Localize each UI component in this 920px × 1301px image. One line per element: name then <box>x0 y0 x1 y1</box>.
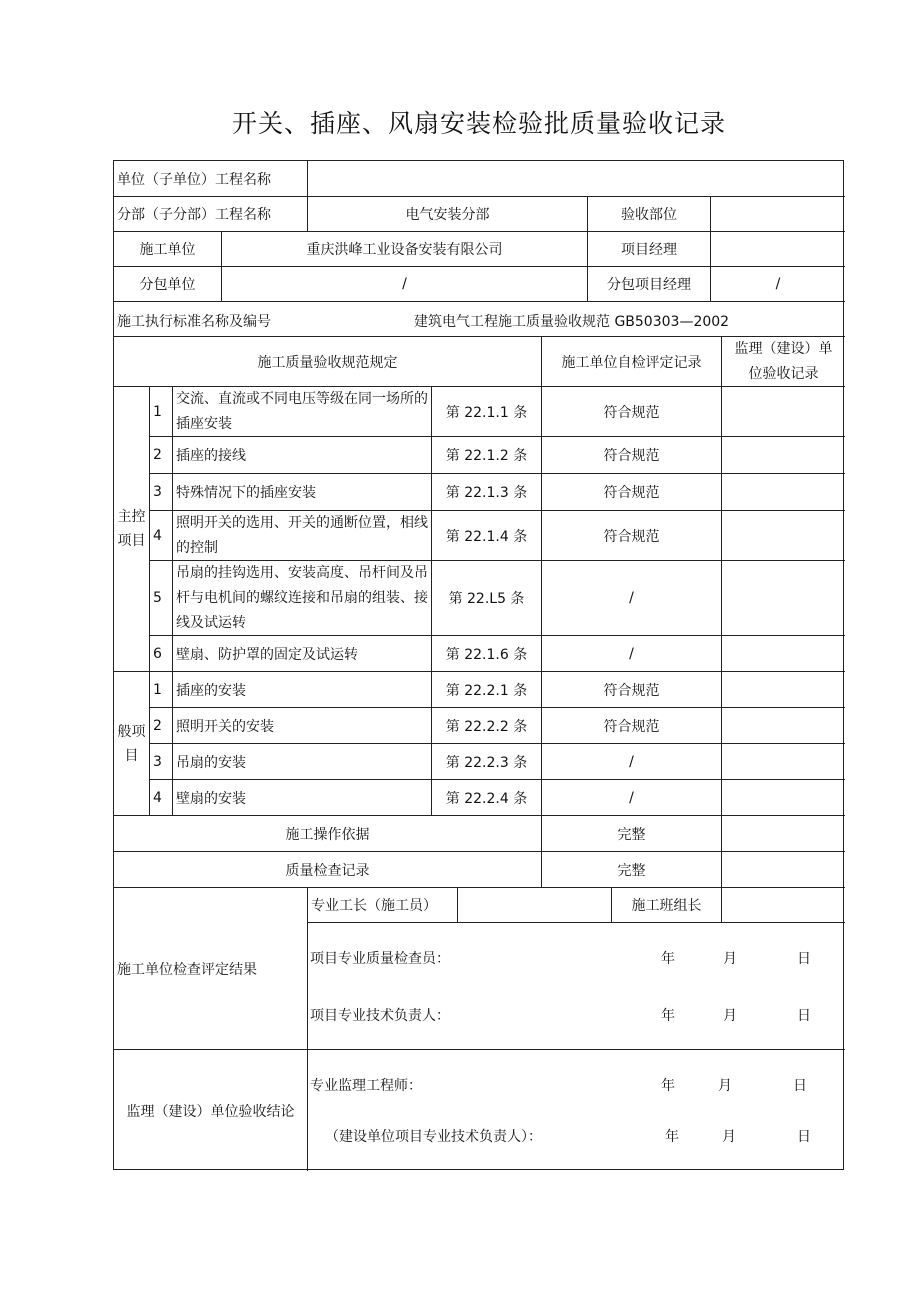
pm-label: 项目经理 <box>587 231 710 266</box>
unit-name-label: 单位（子单位）工程名称 <box>117 171 271 188</box>
main-row-1-result[interactable]: 符合规范 <box>541 386 721 436</box>
supervisor-column-header: 监理（建设）单位验收记录 <box>721 336 845 386</box>
construct-sign-area[interactable] <box>307 922 845 1049</box>
main-row-2-result[interactable]: 符合规范 <box>541 436 721 473</box>
quality-record-label: 质量检查记录 <box>114 851 541 887</box>
unit-name-field[interactable] <box>307 161 845 196</box>
engineer-year: 年 <box>661 1078 675 1094</box>
spec-column-header: 施工质量验收规范规定 <box>114 336 541 386</box>
construct-unit-field[interactable]: 重庆洪峰工业设备安装有限公司 <box>221 231 587 266</box>
general-row-3-supervisor[interactable] <box>721 743 845 779</box>
quality-record-value[interactable]: 完整 <box>541 851 721 887</box>
general-row-2-result[interactable]: 符合规范 <box>541 707 721 743</box>
sub-pm-label: 分包项目经理 <box>587 266 710 301</box>
general-row-4-desc: 壁扇的安装 <box>172 779 431 815</box>
inspector-year: 年 <box>661 951 675 967</box>
general-row-3-no: 3 <box>149 743 172 779</box>
tech-lead-label: 项目专业技术负责人： <box>310 1008 450 1024</box>
general-row-4-supervisor[interactable] <box>721 779 845 815</box>
main-row-6-no: 6 <box>149 635 172 671</box>
inspector-month: 月 <box>723 951 737 967</box>
main-row-2-no: 2 <box>149 436 172 473</box>
sub-unit-field[interactable]: / <box>221 266 587 301</box>
owner-year: 年 <box>665 1129 679 1145</box>
general-row-4-no: 4 <box>149 779 172 815</box>
quality-record-supervisor[interactable] <box>721 851 845 887</box>
main-row-1-desc: 交流、直流或不同电压等级在同一场所的插座安装 <box>172 386 431 436</box>
general-row-2-supervisor[interactable] <box>721 707 845 743</box>
main-row-4-clause: 第 22.1.4 条 <box>431 510 541 560</box>
tech-lead-month: 月 <box>723 1008 737 1024</box>
basis-supervisor[interactable] <box>721 815 845 851</box>
general-row-1-result[interactable]: 符合规范 <box>541 671 721 707</box>
main-row-6-supervisor[interactable] <box>721 635 845 671</box>
general-row-3-clause: 第 22.2.3 条 <box>431 743 541 779</box>
construct-eval-label: 施工单位检查评定结果 <box>114 887 307 1049</box>
main-row-5-result[interactable]: / <box>541 560 721 635</box>
main-row-3-desc: 特殊情况下的插座安装 <box>172 473 431 510</box>
foreman-field[interactable] <box>457 887 611 922</box>
general-row-1-supervisor[interactable] <box>721 671 845 707</box>
standard-label: 施工执行标准名称及编号 <box>117 314 271 330</box>
inspection-form <box>113 160 844 1170</box>
general-row-2-desc: 照明开关的安装 <box>172 707 431 743</box>
general-row-3-desc: 吊扇的安装 <box>172 743 431 779</box>
main-row-2-desc: 插座的接线 <box>172 436 431 473</box>
general-row-2-clause: 第 22.2.2 条 <box>431 707 541 743</box>
main-row-6-clause: 第 22.1.6 条 <box>431 635 541 671</box>
main-row-3-supervisor[interactable] <box>721 473 845 510</box>
main-row-2-clause: 第 22.1.2 条 <box>431 436 541 473</box>
general-row-1-clause: 第 22.2.1 条 <box>431 671 541 707</box>
page-title: 开关、插座、风扇安装检验批质量验收记录 <box>231 109 726 138</box>
main-row-4-desc: 照明开关的选用、开关的通断位置，相线的控制 <box>172 510 431 560</box>
self-check-column-header: 施工单位自检评定记录 <box>541 336 721 386</box>
accept-part-field[interactable] <box>710 196 845 231</box>
main-row-6-desc: 壁扇、防护罩的固定及试运转 <box>172 635 431 671</box>
main-row-5-supervisor[interactable] <box>721 560 845 635</box>
tech-lead-year: 年 <box>661 1008 675 1024</box>
general-row-4-clause: 第 22.2.4 条 <box>431 779 541 815</box>
engineer-day: 日 <box>793 1078 807 1094</box>
accept-part-label: 验收部位 <box>587 196 710 231</box>
sub-pm-field[interactable]: / <box>710 266 845 301</box>
sub-unit-label: 分包单位 <box>114 266 221 301</box>
main-row-6-result[interactable]: / <box>541 635 721 671</box>
main-row-1-supervisor[interactable] <box>721 386 845 436</box>
team-leader-field[interactable] <box>721 887 845 922</box>
general-row-2-no: 2 <box>149 707 172 743</box>
main-row-2-supervisor[interactable] <box>721 436 845 473</box>
basis-value[interactable]: 完整 <box>541 815 721 851</box>
main-row-3-clause: 第 22.1.3 条 <box>431 473 541 510</box>
general-row-3-result[interactable]: / <box>541 743 721 779</box>
branch-name-label: 分部（子分部）工程名称 <box>114 196 307 231</box>
main-items-label: 主控项目 <box>114 386 149 671</box>
inspector-day: 日 <box>797 951 811 967</box>
owner-day: 日 <box>797 1129 811 1145</box>
inspector-label: 项目专业质量检查员： <box>310 951 450 967</box>
main-row-1-no: 1 <box>149 386 172 436</box>
main-row-3-result[interactable]: 符合规范 <box>541 473 721 510</box>
main-row-4-no: 4 <box>149 510 172 560</box>
owner-label: （建设单位项目专业技术负责人）： <box>325 1129 542 1145</box>
standard-value[interactable]: 建筑电气工程施工质量验收规范 GB50303—2002 <box>414 314 730 330</box>
branch-name-field[interactable]: 电气安装分部 <box>307 196 587 231</box>
main-row-4-supervisor[interactable] <box>721 510 845 560</box>
general-row-4-result[interactable]: / <box>541 779 721 815</box>
pm-field[interactable] <box>710 231 845 266</box>
tech-lead-day: 日 <box>797 1008 811 1024</box>
engineer-label: 专业监理工程师： <box>310 1078 422 1094</box>
main-row-5-clause: 第 22.L5 条 <box>431 560 541 635</box>
main-row-5-desc: 吊扇的挂钩选用、安装高度、吊杆间及吊杆与电机间的螺纹连接和吊扇的组装、接线及试运转 <box>172 560 431 635</box>
owner-month: 月 <box>722 1129 736 1145</box>
engineer-month: 月 <box>718 1078 732 1094</box>
basis-label: 施工操作依据 <box>114 815 541 851</box>
main-row-5-no: 5 <box>149 560 172 635</box>
team-leader-label: 施工班组长 <box>611 887 721 922</box>
supervision-sign-area[interactable] <box>307 1049 845 1171</box>
foreman-label: 专业工长（施工员） <box>307 887 457 922</box>
main-row-1-clause: 第 22.1.1 条 <box>431 386 541 436</box>
main-row-3-no: 3 <box>149 473 172 510</box>
main-row-4-result[interactable]: 符合规范 <box>541 510 721 560</box>
general-row-1-desc: 插座的安装 <box>172 671 431 707</box>
supervision-label: 监理（建设）单位验收结论 <box>114 1049 307 1171</box>
general-row-1-no: 1 <box>149 671 172 707</box>
construct-unit-label: 施工单位 <box>114 231 221 266</box>
general-items-label: 般项目 <box>114 671 149 815</box>
